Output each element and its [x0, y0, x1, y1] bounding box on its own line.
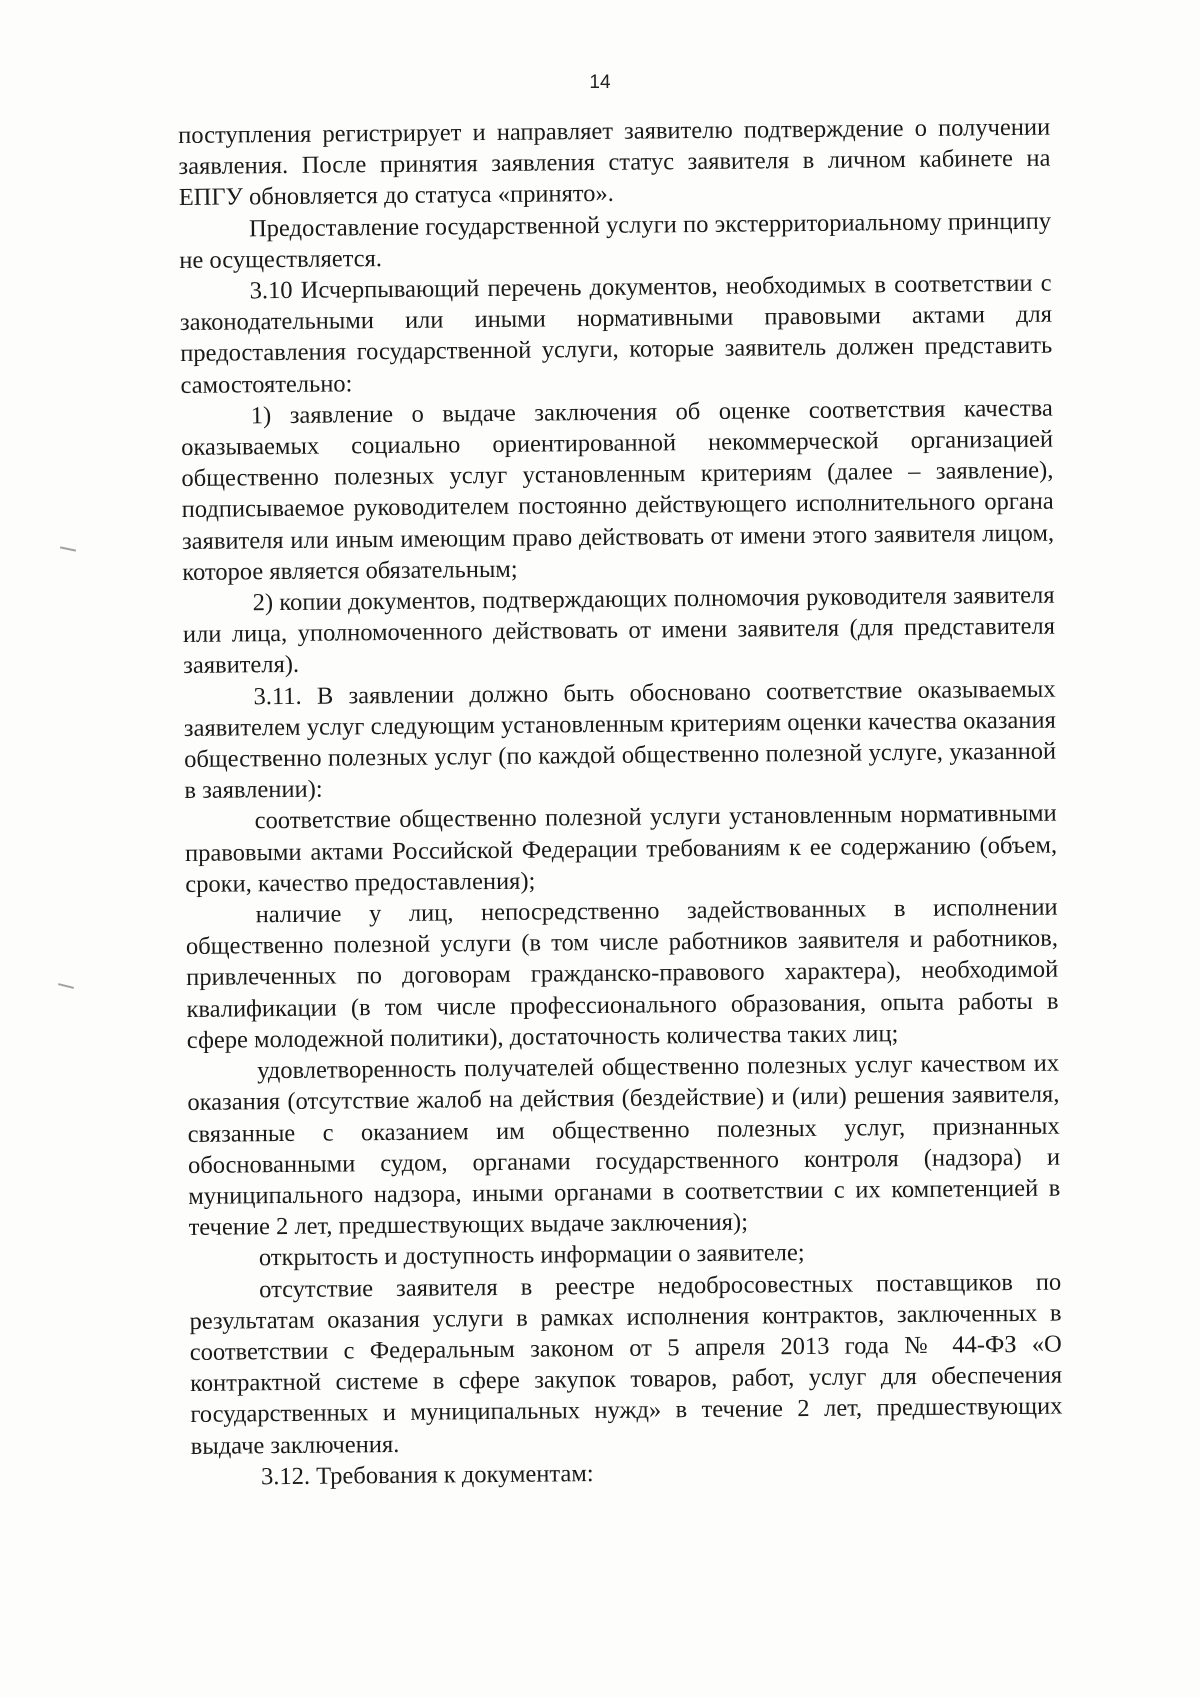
paragraph: отсутствие заявителя в реестре недобросовестных поставщиков по результатам оказания услуги в рамках исполнения контрактов, заключенных в соответствии с Федеральным законом от 5 апреля 2013 года № 44-ФЗ «О контрактной системе в сфере закупок товаров, работ, услуг для обеспечения государственных и муниципальных нужд» в течение 2 лет, предшествующих выдаче заключения. — [189, 1268, 1063, 1460]
paragraph: 3.10 Исчерпывающий перечень документов, необходимых в соответствии с законодательными или иными нормативными правовыми актами для предоставления государственной услуги, которые заявитель должен представить самостоятельно: — [179, 269, 1053, 399]
paragraph: удовлетворенность получателей общественно полезных услуг качеством их оказания (отсутствие жалоб на действия (бездействие) и (или) решения заявителя, связанные с оказанием им общественно полезных услуг, признанных обоснованными судом, органами государственного контроля (надзора) и муниципального надзора, иными органами в соответствии с их компетенцией в течение 2 лет, предшествующих выдаче заключения); — [187, 1049, 1061, 1242]
paragraph: 2) копии документов, подтверждающих полномочия руководителя заявителя или лица, уполномоченного действовать от имени заявителя (для представителя заявителя). — [182, 581, 1056, 680]
paragraph: соответствие общественно полезной услуги установленным нормативными правовыми актами Российской Федерации требованиям к ее содержанию (объем, сроки, качество предоставления); — [184, 800, 1058, 898]
body-text — [178, 112, 1063, 1493]
paragraph: Предоставление государственной услуги по экстерриториальному принципу не осуществляется. — [179, 207, 1052, 274]
paragraph: 1) заявление о выдаче заключения об оценке соответствия качества оказываемых социально ориентированной некоммерческой организацией общественно полезных услуг установленным критериям (далее – заявление), подписываемое руководителем постоянно действующего исполнительного органа заявителя или иным имеющим право действовать от имени этого заявителя лицом, которое является обязательным; — [181, 394, 1055, 586]
paragraph: наличие у лиц, непосредственно задействованных в исполнении общественно полезной услуги (в том числе работников заявителя и работников, привлеченных по договорам гражданско-правового характера), необходимой квалификации (в том числе профессионального образования, опыта работы в сфере молодежной политики), достаточность количества таких лиц; — [185, 893, 1059, 1054]
scan-mark — [60, 546, 76, 551]
scan-mark — [58, 983, 74, 989]
page-number: 14 — [589, 72, 611, 93]
paragraph: 3.11. В заявлении должно быть обосновано соответствие оказываемых заявителем услуг следующим установленным критериям оценки качества оказания общественно полезных услуг (по каждой общественно полезной услуге, указанной в заявлении): — [183, 675, 1057, 805]
paragraph: открытость и доступность информации о заявителе; — [258, 1239, 805, 1272]
paragraph: 3.12. Требования к документам: — [260, 1459, 594, 1490]
paragraph: поступления регистрирует и направляет заявителю подтверждение о получении заявления. После принятия заявления статус заявителя в личном кабинете на ЕПГУ обновляется до статуса «принято». — [178, 113, 1051, 212]
